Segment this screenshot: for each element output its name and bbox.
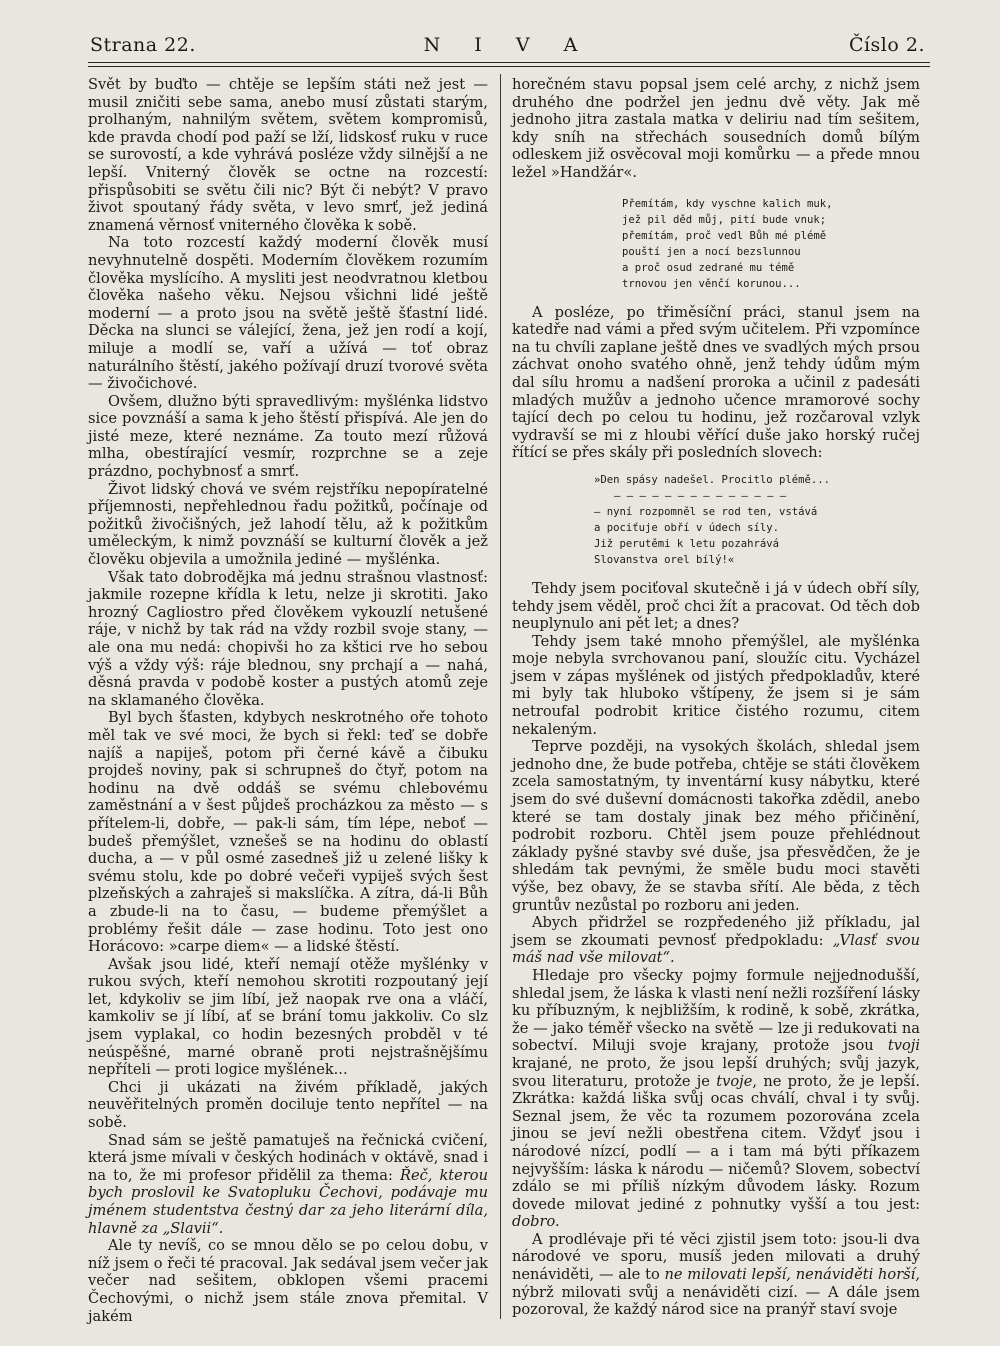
paragraph: Tehdy jsem pociťoval skutečně i já v údech obří síly, tehdy jsem věděl, proč chci žít a pracovat. Od těch dob neuplynulo ani pět let; a dnes?	[512, 579, 920, 633]
paragraph: A posléze, po třiměsíční práci, stanul jsem na katedře nad vámi a před svým učitelem. Při vzpomínce na tu chvíli zaplane ještě dnes ve svadlých mých prsou záchvat onoho svatého ohně, jenž tehdy údům mým dal sílu hromu a nadšení proroka a učinil z padesáti mladých mužův a jednoho učence mramorové sochy tající dech po celou tu hodinu, jež rozčaroval vzlyk vydravší se mi z hloubi věřící duše jako horský ručej řítící se přes skály při posledních slovech:	[512, 303, 920, 462]
paragraph: Na toto rozcestí každý moderní člověk musí nevyhnutelně dospěti. Moderním člověkem rozumím člověka myslícího. A mysliti jest neodvratnou kletbou člověka našeho věku. Nejsou všichni lidé ještě moderní — a proto jsou na světě ještě šťastní lidé. Děcka na slunci se válející, žena, jež jen rodí a kojí, miluje a modlí se, vaří a užívá — toť obraz naturálního štěstí, jakého požívají druzí tvorové světa — živočichové.	[88, 234, 488, 393]
poem-quote-handzar	[622, 196, 920, 292]
poem-line: Přemítám, kdy vyschne kalich muk,	[622, 197, 833, 210]
page-number: Strana 22.	[90, 34, 196, 56]
paragraph: Teprve později, na vysokých školách, shledal jsem jednoho dne, že bude potřeba, chtěje se státi člověkem zcela samostatným, ty inventární kusy nábytku, které jsem do své duševní domácnosti takořka zdědil, anebo které se tam dostaly jinak bez mého přičinění, podrobit rozboru. Chtěl jsem pouze přehlédnout základy pyšné stavby své duše, jsa přesvědčen, že je shledám tak pevnými, že směle budu moci stavěti výše, bez obavy, že se stavba sřítí. Ale běda, z těch gruntův nezůstal po rozboru ani jeden.	[512, 738, 920, 914]
paragraph: Život lidský chová ve svém rejstříku nepopíratelné příjemnosti, nepřehlednou řadu požitků, počínaje od požitků živočišných, jež lahodí tělu, až k požitkům uměleckým, k nimž povznáší se kulturní člověk a jež člověku objevila a umožnila jediné — myšlénka.	[88, 480, 488, 569]
paragraph: horečném stavu popsal jsem celé archy, z nichž jsem druhého dne podržel jen jednu dvě věty. Jak mě jednoho jitra zastala matka v deliriu nad tím sešitem, kdy sníh na střechách sousedních domů bílým odleskem již osvěcoval moji komůrku — a přede mnou ležel »Handžár«.	[512, 76, 920, 181]
poem-line: — nyní rozpomněl se rod ten, vstává	[594, 505, 818, 518]
poem-line: pouští jen a nocí bezslunnou	[622, 245, 801, 258]
journal-title: N I V A	[423, 34, 592, 56]
poem-line: Již perutěmi k letu pozahrává	[594, 537, 779, 550]
column-separator	[500, 74, 501, 1319]
poem-quote-slavie	[594, 472, 920, 568]
paragraph: A prodlévaje při té věci zjistil jsem toto: jsou-li dva národové ve sporu, musíš jeden milovati a druhý nenáviděti, — ale to ne milovati lepší, nenáviděti horší, nýbrž milovati svůj a nenáviděti cizí. — A dále jsem pozoroval, že každý národ sice na pranýř staví svoje	[512, 1230, 920, 1319]
poem-line: trnovou jen věnčí korunou...	[622, 277, 801, 290]
poem-line: a pociťuje obří v údech síly.	[594, 521, 779, 534]
page-header	[90, 34, 925, 60]
paragraph: Ale ty nevíš, co se mnou dělo se po celou dobu, v níž jsem o řeči té pracoval. Jak sedával jsem večer jak večer nad sešitem, obklopen všemi pracemi Čechovými, o nichž jsem stále znova přemital. V jakém	[88, 1237, 488, 1325]
paragraph: Ovšem, dlužno býti spravedlivým: myšlénka lidstvo sice povznáší a sama k jeho štěstí přispívá. Ale jen do jisté meze, které neznáme. Za touto mezí růžová mlha, obestírající vesmír, rozprchne se a zeje prázdno, pochybnosť a smrť.	[88, 392, 488, 481]
poem-line: jež pil děd můj, pití bude vnuk;	[622, 213, 827, 226]
right-column	[512, 76, 920, 1319]
poem-line: a proč osud zedrané mu témě	[622, 261, 795, 274]
paragraph: Abych přidržel se rozpředeného již příkladu, jal jsem se zkoumati pevnosť předpokladu: „Vlasť svou máš nad vše milovat“.	[512, 914, 920, 967]
issue-number: Číslo 2.	[848, 34, 925, 56]
poem-line: »Den spásy nadešel. Procitlo plémě...	[594, 473, 830, 486]
left-column	[88, 76, 488, 1325]
speech-theme: Řeč, kterou bych proslovil ke Svatopluku Čechovi, podávaje mu jménem studentstva čestný dar za jeho literární díla, hlavně za „Slavii“.	[88, 1166, 488, 1237]
paragraph: Svět by buďto — chtěje se lepším státi než jest — musil zničiti sebe sama, anebo musí zůstati starým, prolhaným, nahnilým světem, světem kompromisů, kde pravda chodí pod paží se lží, lidskosť ruku v ruce se surovostí, a kde vyhrává posléze vždy silnější a ne lepší. Vniterný člověk se octne na rozcestí: přispůsobiti se světu čili nic? Být či nebýt? V pravo život spoutaný řády světa, v levo smrť, jež jediná znamená věrnosť vniterného člověka k sobě.	[88, 76, 488, 234]
header-rule-top	[88, 62, 930, 63]
poem-line: Slovanstva orel bílý!«	[594, 553, 735, 566]
paragraph: Chci ji ukázati na živém příkladě, jakých neuvěřitelných proměn dociluje tento nepřítel — na sobě.	[88, 1078, 488, 1132]
paragraph: Byl bych šťasten, kdybych neskrotného oře tohoto měl tak ve své moci, že bych si řekl: teď se dobře najíš a napiješ, potom při černé kávě a čibuku projdeš noviny, pak si schrupneš do čtyř, potom na hodinu na dvě oddáš se svému chlebovému zaměstnání a v šest půjdeš procházkou za město — s přítelem-li, dobře, — pak-li sám, tím lépe, neboť — budeš přemýšlet, vznešeš se na hodinu do oblastí ducha, a — v půl osmé zasedneš již u zelené lišky k svému stolu, kde po dobré večeři vypiješ svých šest plzeňských a zahraješ si makslíčka. A zítra, dá-li Bůh a zbude-li na to času, — budeme přemýšlet a problémy řešit dále — zase hodinu. Toto jest ono Horácovo: »carpe diem« — a lidské štěstí.	[88, 709, 488, 956]
paragraph: Snad sám se ještě pamatuješ na řečnická cvičení, která jsme mívali v českých hodinách v oktávě, snad i na to, že mi profesor přidělil za thema: Řeč, kterou bych proslovil ke Svatopluku Čechovi, podávaje mu jménem studentstva čestný dar za jeho literární díla, hlavně za „Slavii“.	[88, 1131, 488, 1237]
header-rule-bottom	[88, 66, 930, 67]
premise-quote: „Vlasť svou máš nad vše milovat“.	[512, 931, 920, 967]
poem-ellipsis-line: — — — — — — — — — — — — — —	[614, 489, 787, 502]
paragraph: Hledaje pro všecky pojmy formule nejjednodušší, shledal jsem, že láska k vlasti není nežli rozšíření lásky ku příbuzným, k nejbližším, k rodině, k sobě, zkrátka, že — jako téměř všecko na světě — lze ji redukovati na sobectví. Miluji svoje krajany, protože jsou tvoji krajané, ne proto, že jsou lepší druhých; svůj jazyk, svou literaturu, protože je tvoje, ne proto, že je lepší. Zkrátka: každá liška svůj ocas chválí, chval i ty svůj. Seznal jsem, že věc ta rozumem pozorována zcela jinou se jeví nežli obestřena citem. Vždyť jsou i národové nízcí, podlí — a i tam má býti příkazem nejvyšším: láska k národu — ničemů? Slovem, sobectví zdálo se mi příliš nízkým důvodem lásky. Rozum dovede milovat jediné z pohnutky vyšší a tou jest: dobro.	[512, 966, 920, 1231]
paragraph: Avšak jsou lidé, kteří nemají otěže myšlénky v rukou svých, kteří nemohou skrotiti rozpoutaný její let, kdykoliv se jim líbí, jež naopak rve ona a vláčí, kamkoliv se jí líbí, ať se brání tomu jakkoliv. Co slz jsem vyplakal, co hodin bezesných probděl v té neúspěšné, marné obraně proti nejstrašnějšímu nepříteli — proti logice myšlének...	[88, 955, 488, 1079]
paragraph: Však tato dobrodějka má jednu strašnou vlastnosť: jakmile rozepne křídla k letu, nelze ji skrotiti. Jako hrozný Cagliostro před člověkem vykouzlí netušené ráje, v nichž by tak rád na vždy rozbil svoje stany, — ale ona mu nedá: chopivši ho za kštici rve ho sebou výš a vždy výš: ráje blednou, sny prchají a — nahá, děsná pravda v podobě koster a pustých atomů zeje na sklamaného člověka.	[88, 568, 488, 709]
poem-line: přemítám, proč vedl Bůh mé plémě	[622, 229, 827, 242]
paragraph: Tehdy jsem také mnoho přemýšlel, ale myšlénka moje nebyla svrchovanou paní, sloužíc citu. Vycházel jsem v zápas myšlének od jistých předpokladův, které mi byly tak hluboko vštípeny, že jsem si je sám netroufal podrobit kritice čistého rozumu, citem nekaleným.	[512, 632, 920, 738]
